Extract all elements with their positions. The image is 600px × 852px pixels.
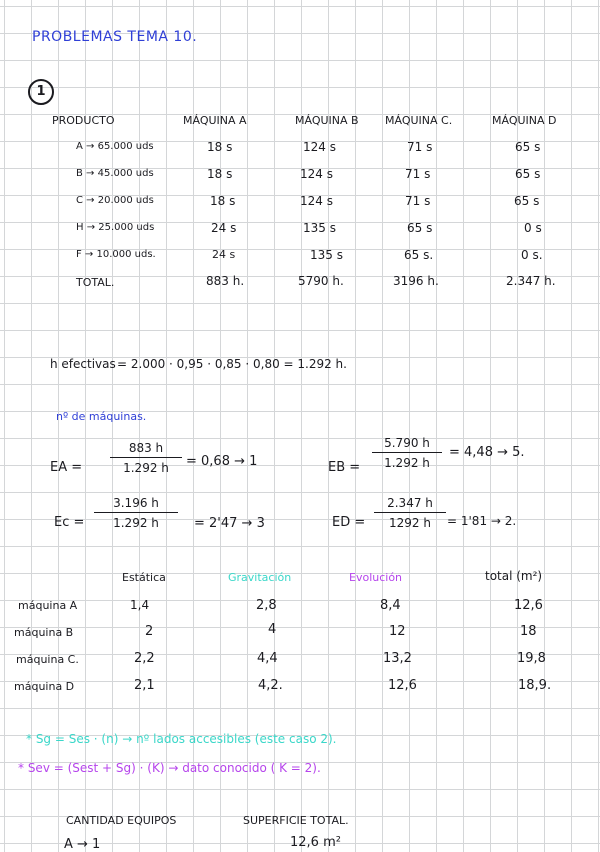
table2-header-evolucion: Evolución xyxy=(349,571,403,584)
table1-cell-a: 24 s xyxy=(212,248,236,261)
table2-cell-evolucion: 12,6 xyxy=(388,678,417,693)
note-sev: * Sev = (Sest + Sg) · (K) → dato conocido ( K = 2). xyxy=(18,761,321,775)
table1-header-maquina-a: MÁQUINA A xyxy=(183,114,247,127)
table2-cell-gravitacion: 2,8 xyxy=(256,598,277,613)
table1-cell-total-a: 883 h. xyxy=(206,274,245,288)
table1-cell-b: 124 s xyxy=(300,167,333,181)
table2-cell-estatica: 2 xyxy=(145,624,154,639)
ec-label: Ec = xyxy=(54,515,85,530)
ed-label: ED = xyxy=(332,515,366,530)
eb-label: EB = xyxy=(328,460,361,475)
table2-cell-evolucion: 8,4 xyxy=(380,598,401,613)
table2-cell-machine: máquina B xyxy=(14,626,74,639)
table1-cell-a: 18 s xyxy=(207,167,233,181)
superficie-total-header: SUPERFICIE TOTAL. xyxy=(243,814,349,827)
eb-numerator: 5.790 h xyxy=(372,437,442,453)
table1-cell-d: 0 s xyxy=(524,221,542,235)
h-efectivas-label: h efectivas xyxy=(50,357,116,371)
table2-header-total: total (m²) xyxy=(485,569,543,583)
table1-cell-c: 71 s xyxy=(407,140,433,154)
table2-cell-total: 18,9. xyxy=(518,678,552,693)
table2-cell-total: 18 xyxy=(520,624,537,639)
table1-cell-a: 18 s xyxy=(207,140,233,154)
table1-header-maquina-b: MÁQUINA B xyxy=(295,114,359,127)
ec-result: = 2'47 → 3 xyxy=(194,516,265,531)
table1-cell-total-d: 2.347 h. xyxy=(506,274,556,288)
table1-cell-d: 65 s xyxy=(515,140,541,154)
eb-denominator: 1.292 h xyxy=(384,456,430,470)
table1-cell-d: 65 s xyxy=(514,194,540,208)
ea-fraction xyxy=(110,442,182,474)
table1-cell-c: 71 s xyxy=(405,167,431,181)
table1-cell-total-label: TOTAL. xyxy=(76,276,115,289)
table2-header-estatica: Estática xyxy=(122,571,166,584)
table2-cell-machine: máquina D xyxy=(14,680,75,693)
note-sg: * Sg = Ses · (n) → nº lados accesibles (este caso 2). xyxy=(26,732,337,746)
table1-cell-a: 18 s xyxy=(210,194,236,208)
ec-numerator: 3.196 h xyxy=(94,497,178,513)
table1-cell-product: F → 10.000 uds. xyxy=(76,249,156,260)
page-title: PROBLEMAS TEMA 10. xyxy=(32,29,198,45)
ed-numerator: 2.347 h xyxy=(374,497,446,513)
table2-cell-total: 19,8 xyxy=(517,651,546,666)
ec-denominator: 1.292 h xyxy=(113,516,159,530)
table2-cell-estatica: 1,4 xyxy=(130,598,150,612)
table1-cell-c: 65 s. xyxy=(404,248,434,262)
table2-header-gravitacion: Gravitación xyxy=(228,571,292,584)
table1-cell-b: 124 s xyxy=(300,194,333,208)
table1-cell-b: 135 s xyxy=(310,248,343,262)
table1-cell-product: A → 65.000 uds xyxy=(76,141,154,152)
table2-cell-evolucion: 13,2 xyxy=(383,651,412,666)
table1-cell-b: 124 s xyxy=(303,140,336,154)
table1-cell-c: 65 s xyxy=(407,221,433,235)
table1-header-producto: PRODUCTO xyxy=(52,114,115,127)
table2-cell-gravitacion: 4,2. xyxy=(258,678,283,693)
table1-cell-a: 24 s xyxy=(211,221,237,235)
ed-denominator: 1292 h xyxy=(389,516,431,530)
cantidad-partial-row: A → 1 xyxy=(64,837,101,852)
ea-denominator: 1.292 h xyxy=(123,461,169,475)
table1-cell-total-b: 5790 h. xyxy=(298,274,344,288)
table1-cell-product: H → 25.000 uds xyxy=(76,222,155,233)
table2-cell-gravitacion: 4 xyxy=(268,622,277,637)
table1-header-maquina-d: MÁQUINA D xyxy=(492,114,557,127)
table2-cell-machine: máquina A xyxy=(18,599,78,612)
eb-fraction xyxy=(372,437,442,469)
table1-cell-d: 65 s xyxy=(515,167,541,181)
ec-fraction xyxy=(94,497,178,529)
ea-numerator: 883 h xyxy=(110,442,182,458)
table2-cell-evolucion: 12 xyxy=(389,624,406,639)
cantidad-equipos-header: CANTIDAD EQUIPOS xyxy=(66,814,177,827)
table2-cell-gravitacion: 4,4 xyxy=(257,651,278,666)
table2-cell-machine: máquina C. xyxy=(16,653,79,666)
table1-cell-b: 135 s xyxy=(303,221,336,235)
ea-result: = 0,68 → 1 xyxy=(186,454,258,469)
table1-cell-product: C → 20.000 uds xyxy=(76,195,154,206)
table1-cell-c: 71 s xyxy=(405,194,431,208)
table1-cell-total-c: 3196 h. xyxy=(393,274,439,288)
table1-header-maquina-c: MÁQUINA C. xyxy=(385,114,453,127)
table1-cell-d: 0 s. xyxy=(521,248,543,262)
problem-number-circle: 1 xyxy=(28,79,54,105)
ea-label: EA = xyxy=(50,460,83,475)
h-efectivas-formula: = 2.000 · 0,95 · 0,85 · 0,80 = 1.292 h. xyxy=(117,357,347,371)
table2-cell-total: 12,6 xyxy=(514,598,543,613)
superficie-partial-row: 12,6 m² xyxy=(290,835,341,850)
table2-cell-estatica: 2,1 xyxy=(134,678,155,693)
n-maquinas-label: nº de máquinas. xyxy=(56,410,147,423)
ed-result: = 1'81 → 2. xyxy=(447,514,517,528)
table2-cell-estatica: 2,2 xyxy=(134,651,155,666)
table1-cell-product: B → 45.000 uds xyxy=(76,168,154,179)
ed-fraction xyxy=(374,497,446,529)
eb-result: = 4,48 → 5. xyxy=(449,445,525,460)
